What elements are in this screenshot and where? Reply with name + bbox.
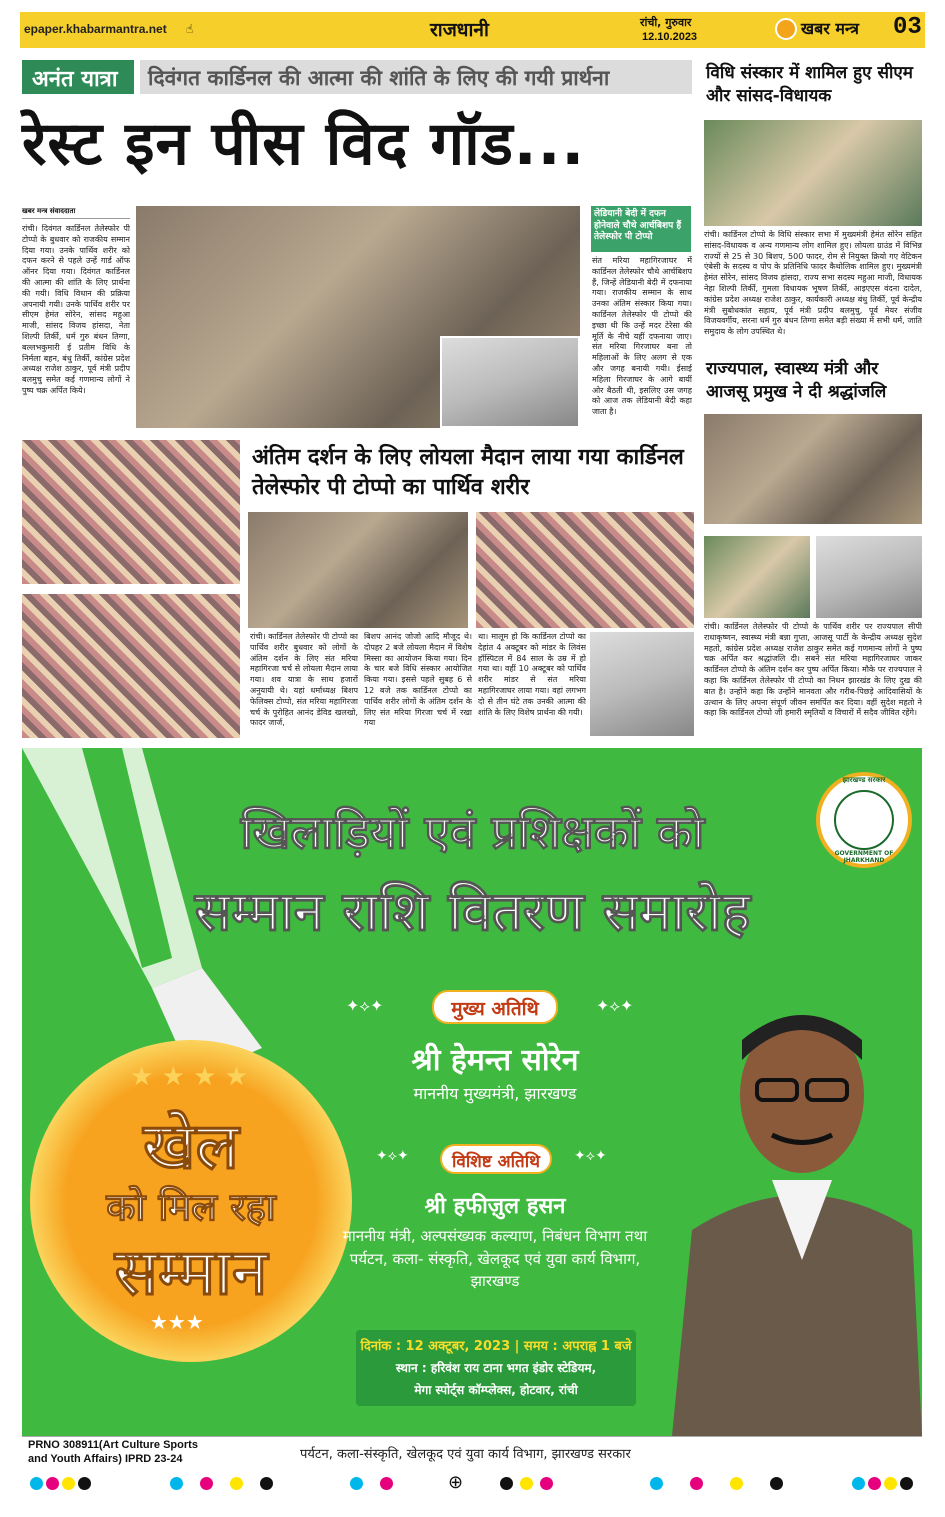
special-guest-label: विशिष्ट अतिथि [440,1144,552,1174]
chief-minister-portrait [662,1000,922,1436]
ad-title-line1: खिलाड़ियों एवं प्रशिक्षकों को [240,805,705,859]
stars-arc-icon: ★ ★ ★ ★ [130,1062,249,1092]
prno-code [28,1438,198,1467]
issuing-department: पर्यटन, कला-संस्कृति, खेलकूद एवं युवा कार्य विभाग, झारखण्ड सरकार [300,1447,631,1462]
section-name: राजधानी [430,19,489,41]
side-story2-body: रांची। कार्डिनल तेलेस्फोर पी टोप्पो के पार्थिव शरीर पर राज्यपाल सीपी राधाकृष्णन, स्वास्थ्य मंत्री बन्ना गुप्ता, आजसू पार्टी के केन्द्रीय अध्यक्ष सुदेश महतो, कांग्रेस प्रदेश अध्यक्ष राजेश ठाकुर समेत कई गणमान्य लोगों ने पुष्प चक्र अर्पित कर श्रद्धांजलि दी। सबने संत मरिया महागिरजाघर जाकर कार्डिनल टोप्पो के अंतिम दर्शन कर पुष्प अर्पित किया। मौके पर राज्यपाल ने कहा कि कार्डिनल तेलेस्फोर पी टोप्पो का निधन झारखंड के लिए दुख की बात है। उन्होंने कहा कि उन्होंने मानवता और गरीब-पिछड़े आदिवासियों के उत्थान के लिए अपना संपूर्ण जीवन समर्पित कर दिया। वहीं सुदेश महतो ने कहा कि कार्डिनल टोप्पो जी हमारी स्मृतियों व विचारों में सदैव जीवित रहेंगे। [704,622,922,718]
registration-mark [230,1477,243,1490]
registration-mark [520,1477,533,1490]
minister-tribute-photo [704,536,810,618]
pointer-icon: ☝ [186,22,194,36]
registration-mark [852,1477,865,1490]
mid-story-col3: था। मालूम हो कि कार्डिनल टोप्पो का देहांत 4 अक्टूबर को मांडर के लिवंस हॉस्पिटल में 84 साल के उम्र में हो गया था। वहीं 10 अक्टूबर को पार्थिव शरीर मांडर से संत मरिया महागिरजाघर लाया गया। वहां लगभग दो से तीन घंटे तक उनकी आत्मा की शांति के लिए विशेष प्रार्थना की गयी। [478,632,586,717]
registration-mark [170,1477,183,1490]
registration-mark [770,1477,783,1490]
registration-mark [350,1477,363,1490]
seal-text: GOVERNMENT OF JHARKHAND [834,850,894,864]
stars-icon: ★★★ [150,1310,204,1334]
medal-text-line3: सम्मान [114,1236,268,1310]
crosshair-icon: ⊕ [448,1472,464,1493]
byline: खबर मन्त्र संवाददाता [22,207,76,215]
brand-logo-icon [775,18,797,40]
cardinal-face-inset-photo [440,336,580,428]
seal-top-text: झारखण्ड सरकार [842,776,886,784]
ad-title-line2: सम्मान राशि वितरण समारोह [194,880,751,943]
chief-guest-role: माननीय मुख्यमंत्री, झारखण्ड [413,1084,577,1103]
registration-mark [540,1477,553,1490]
divider [22,218,130,219]
site-url[interactable]: epaper.khabarmantra.net [24,22,167,36]
city-day: रांची, गुरुवार [640,16,692,29]
emblem-icon [834,790,894,850]
medal-text-line2: को मिल रहा [106,1185,276,1229]
ornament-right-icon-2: ✦⟡✦ [574,1148,607,1164]
side-story2-headline: राज्यपाल, स्वास्थ्य मंत्री और आजसू प्रमुख ने दी श्रद्धांजलि [706,359,887,402]
registration-mark [868,1477,881,1490]
brand-name: खबर मन्त्र [801,19,859,38]
kicker-label: अनंत यात्रा [22,60,134,94]
registration-mark [900,1477,913,1490]
registration-mark [500,1477,513,1490]
prno-line1: PRNO 308911(Art Culture Sports [28,1439,198,1451]
mid-story-col2: बिशप आनंद जोजो आदि मौजूद थे। दोपहर 2 बजे लोयला मैदान में विशेष मिस्सा का आयोजन किया गया। दिन के चार बजे विधि संस्कार आयोजित किया गया। इससे पहले सुबह 6 से 12 बजे तक कार्डिनल टोप्पो का पार्थिव शरीर लोगों के अंतिम दर्शन के लिए संत मरिया गिरजा चर्च में रखा गया [364,632,472,728]
ornament-left-icon: ✦⟡✦ [346,996,384,1015]
registration-mark [730,1477,743,1490]
side-story1-body: रांची। कार्डिनल टोप्पो के विधि संस्कार सभा में मुख्यमंत्री हेमंत सोरेन सहित सांसद-विधायक व अन्य गणमान्य लोग शामिल हुए। लोयला ग्राउंड में विभिन्न राज्यों से 25 से 30 बिशप, 500 फादर, रोम से नियुक्त क्रियो गए वेटिकन एंबेसी के सदस्य व पोप के प्रतिनिधि फादर कैथोलिक शामिल हुए। मुख्यमंत्री हेमंत सोरेन, सांसद विजय हांसदा, राज्य सभा सदस्य महुआ माजी, विधायक नेहा शिल्पी तिर्की, गुमला विधायक भूषण तिर्की, आइएएस वंदना दादेल, कांग्रेस प्रदेश अध्यक्ष राजेश ठाकुर, कार्यकारी अध्यक्ष बंधु तिर्की, पूर्व केन्द्रीय मंत्री सुबोधकांत सहाय, पूर्व मंत्री प्रदीप बलमुचु, पूर्व मेयर संजीव विजयवर्गीय, सरना धर्म गुरु बंधन तिग्गा समेत बड़ी संख्या में सभी धर्म, जाति समुदाय के लोग उपस्थित थे। [704,230,922,337]
ajsu-chief-tribute-photo [816,536,922,618]
mid-story-col1: रांची। कार्डिनल तेलेस्फोर पी टोप्पो का पार्थिव शरीर बुधवार को लोगों के अंतिम दर्शन के लिए संत मरिया महागिरजा चर्च से लोयला मैदान लाया गया। शव यात्रा के साथ हजारों अनुयायी थे। यहां धर्माध्यक्ष बिशप फेलिक्स टोप्पो, संत मरिया महागिरजा चर्च के पुरोहित आनंद डेविड खलखो, फादर जार्ज, [250,632,358,728]
registration-mark [690,1477,703,1490]
bishops-mass-photo [248,512,468,628]
ceremony-crowd-photo [704,120,922,226]
mid-story-headline: अंतिम दर्शन के लिए लोयला मैदान लाया गया कार्डिनल तेलेस्फोर पी टोप्पो का पार्थिव शरीर [252,445,684,500]
guard-of-honour-photo [22,440,240,584]
special-guest-role: माननीय मंत्री, अल्पसंख्यक कल्याण, निबंधन विभाग तथा पर्यटन, कला- संस्कृति, खेलकूद एवं युवा कार्य विभाग, झारखण्ड [342,1227,648,1290]
ornament-left-icon-2: ✦⟡✦ [376,1148,409,1164]
registration-mark [380,1477,393,1490]
event-venue-line1: स्थान : हरिवंश राय टाना भगत इंडोर स्टेडियम, [395,1361,597,1375]
registration-mark [200,1477,213,1490]
registration-mark [62,1477,75,1490]
page-number: 03 [893,14,922,41]
gathering-photo [476,512,694,628]
registration-mark [650,1477,663,1490]
chief-guest-label: मुख्य अतिथि [432,990,558,1024]
kicker-subhead: दिवंगत कार्डिनल की आत्मा की शांति के लिए की गयी प्रार्थना [140,60,692,94]
special-guest-name: श्री हफीज़ुल हसन [424,1194,566,1219]
ornament-right-icon: ✦⟡✦ [596,996,634,1015]
event-venue-line2: मेगा स्पोर्ट्स कॉम्प्लेक्स, होटवार, रांची [414,1383,578,1397]
caption-highlight: लेडियानी बेदी में दफन होनेवाले चौथे आर्चबिशप हैं तेलेस्फोर पी टोप्पो [591,206,691,252]
registration-mark [30,1477,43,1490]
issue-date: 12.10.2023 [642,31,698,43]
governor-tribute-photo [704,414,922,524]
registration-mark [46,1477,59,1490]
registration-mark [260,1477,273,1490]
registration-mark [78,1477,91,1490]
lead-body-text: रांची। दिवंगत कार्डिनल तेलेस्फोर पी टोप्पो के बुधवार को राजकीय सम्मान दिया गया। उनके पार्थिव शरीर को दफन करने से पहले उन्हें गार्ड ऑफ ऑनर दिया गया। दिवंगत कार्डिनल की आत्मा की शांति के लिए प्रार्थना की गयी। विधि विधान की प्रक्रिया अपनायी गयी। उनके पार्थिव शरीर पर सीएम हेमंत सोरेन, सांसद महुआ माजी, सांसद विजय हांसदा, नेता शिल्पी तिर्की, धर्म गुरु बंधन तिग्गा, बल्लभकुमारी ई प्रतीम विधि के निर्मला बहन, बंधु तिर्की, कांग्रेस प्रदेश अध्यक्ष राजेश ठाकुर, पूर्व मंत्री प्रदीप बलमुचु समेत कई गणमान्य लोगों ने पुष्प चक्र अर्पित किये। [22,224,130,395]
prno-line2: and Youth Affairs) IPRD 23-24 [28,1453,183,1466]
loyola-ground-crowd-photo [22,594,240,738]
main-headline: रेस्ट इन पीस विद गॉड... [22,109,586,179]
chief-guest-name: श्री हेमन्त सोरेन [411,1043,579,1078]
caption-body-text: संत मरिया महागिरजाघर में कार्डिनल तेलेस्फोर चौथे आर्चबिशप हैं, जिन्हें लेडियानी बेदी में दफनाया गया। राजकीय सम्मान के साथ उनका अंतिम संस्कार किया गया। कार्डिनल तेलेस्फोर पी टोप्पो की इच्छा थी कि उन्हें मदर टेरेसा की मूर्ति के नीचे यहीं दफनाया जाए। संत मरिया गिरजाघर बना तो महिलाओं के लिए अलग से एक और जगह बनायी गयी। ईसाई महिला गिरजाघर के आगे बायीं ओर बैठती थी, इसलिए उस जगह को आज तक लेडियानी बेदी कहा जाता है। [592,256,692,417]
medal-text-line1: खेल [143,1110,239,1184]
registration-mark [884,1477,897,1490]
side-story1-headline: विधि संस्कार में शामिल हुए सीएम और सांसद-विधायक [706,63,913,106]
event-date-time: दिनांक : 12 अक्टूबर, 2023 | समय : अपराह्न 1 बजे [360,1339,632,1354]
cm-tribute-photo [590,632,694,736]
